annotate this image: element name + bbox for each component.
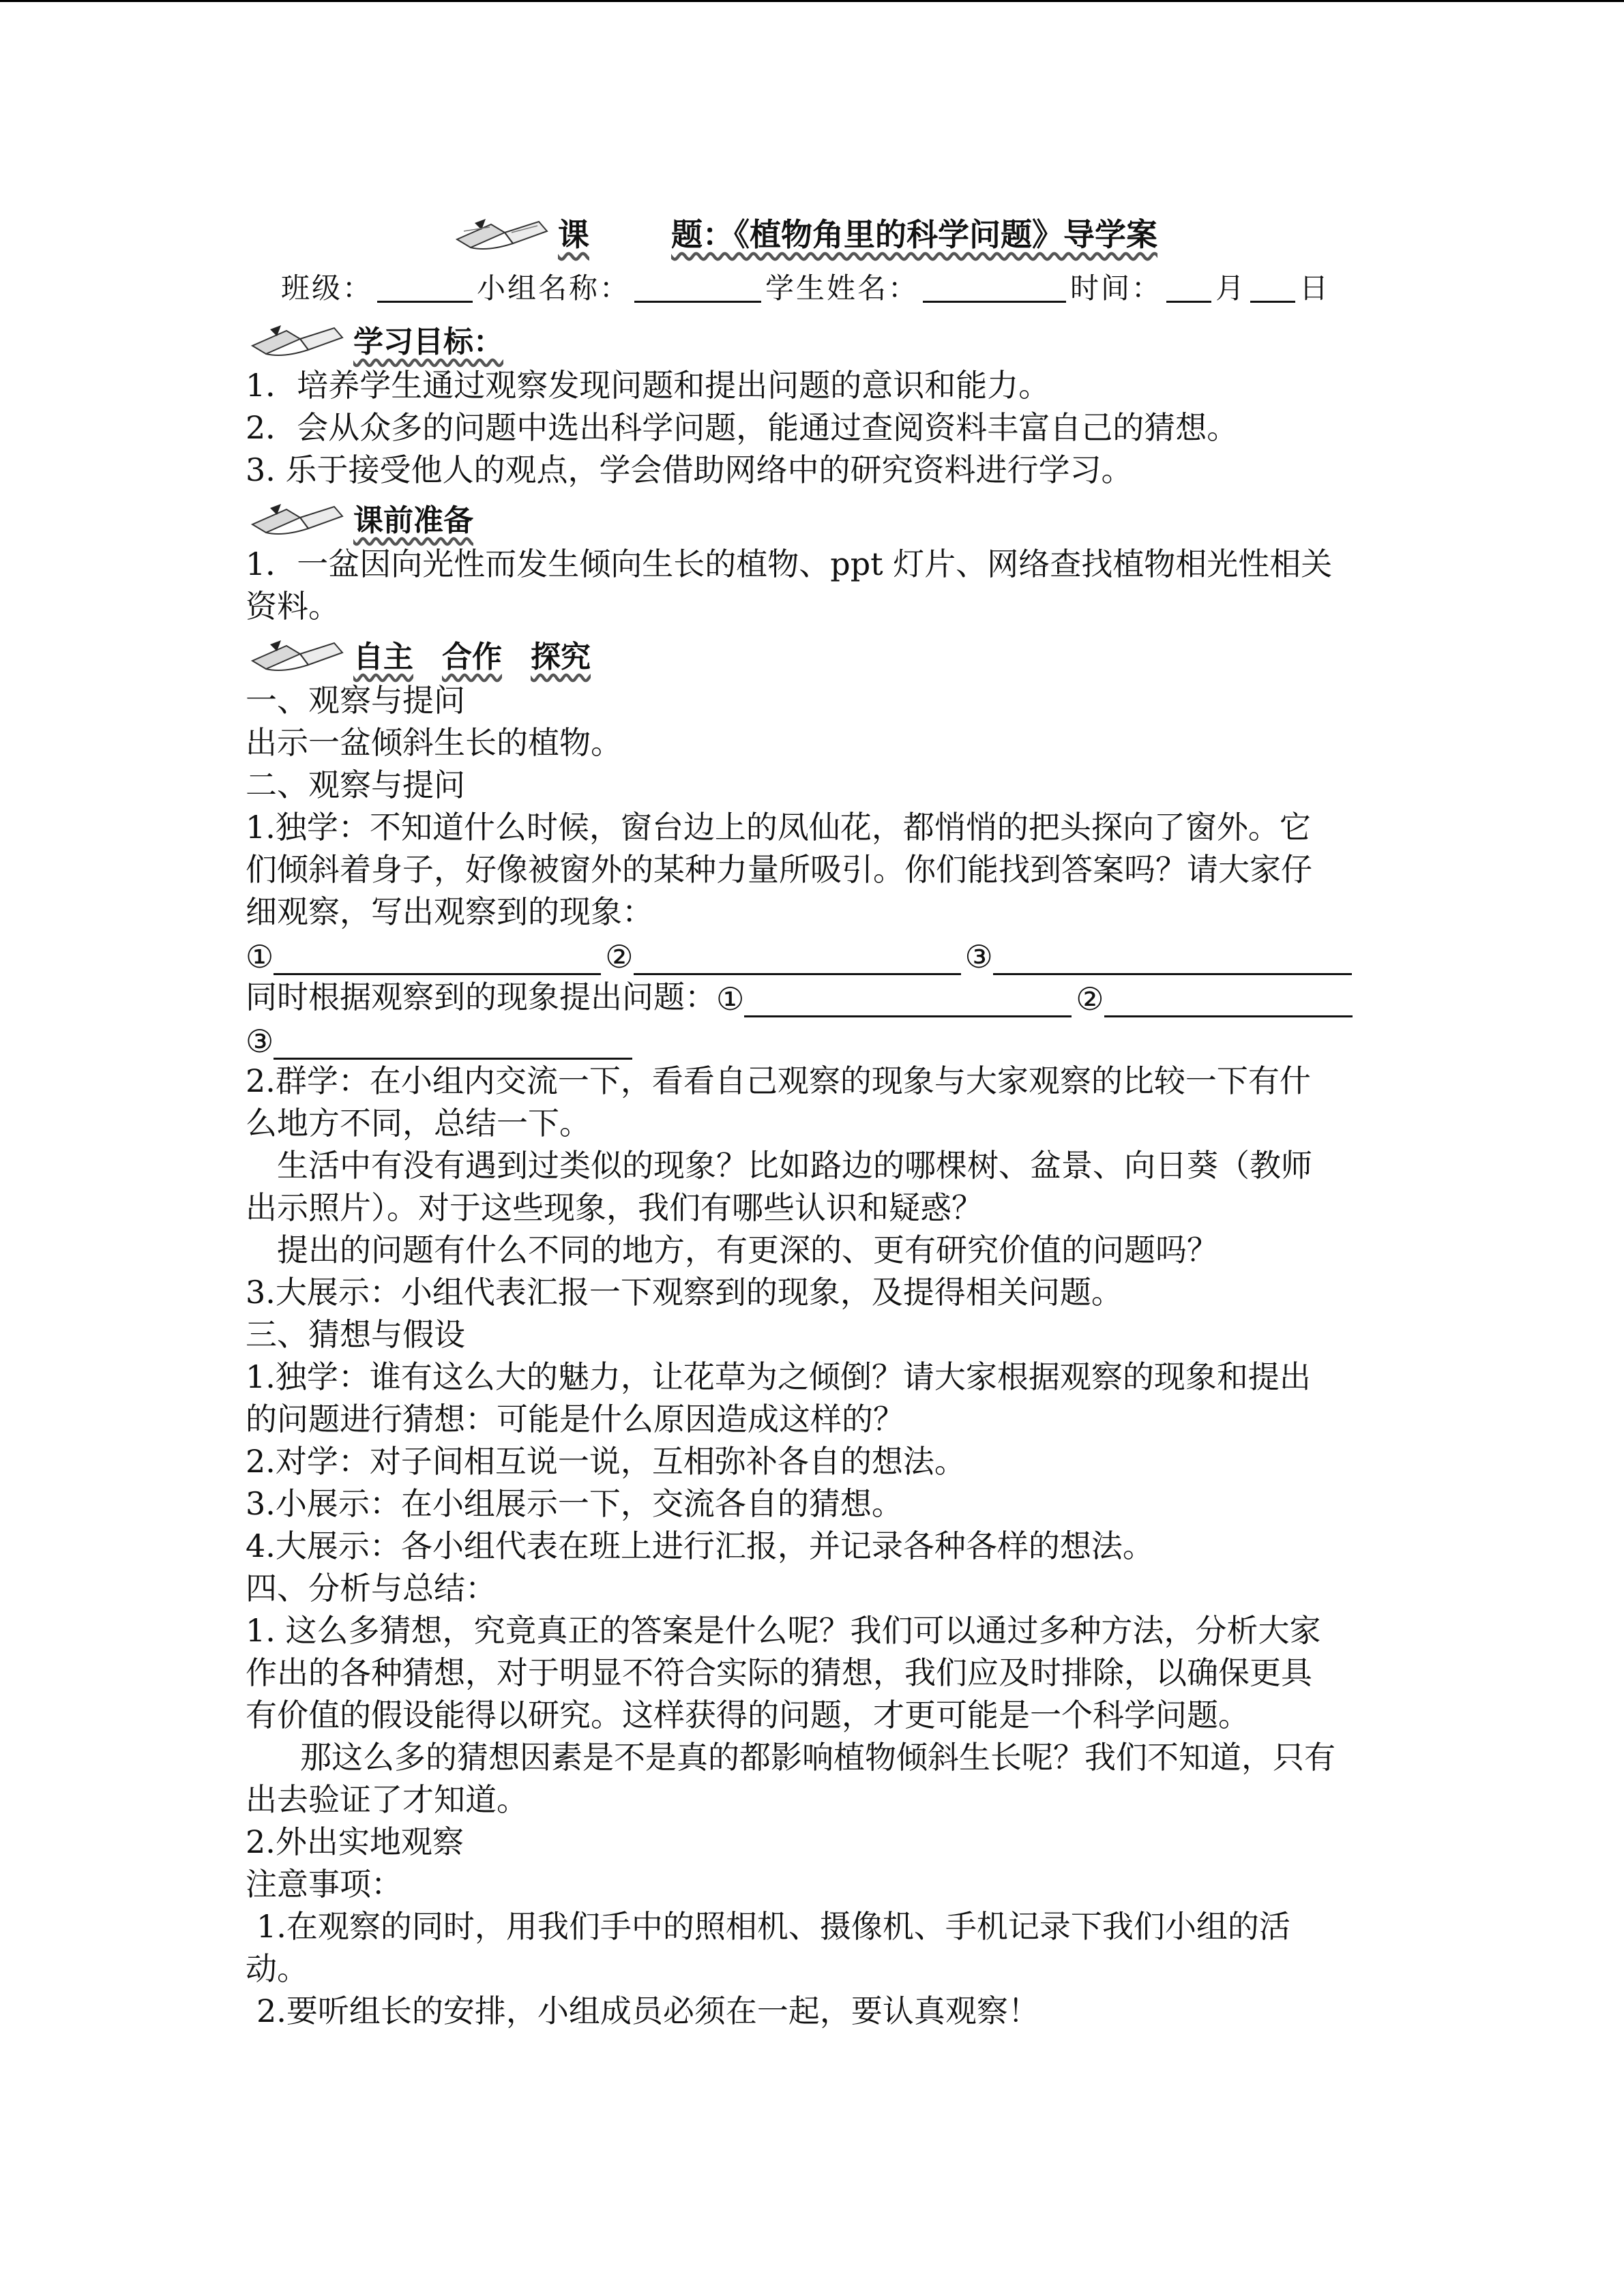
question-blanks-row-2 bbox=[246, 1017, 1385, 1060]
paragraph-line: 2.对学：对子间相互说一说，互相弥补各自的想法。 bbox=[246, 1443, 966, 1480]
title-row bbox=[450, 205, 1385, 260]
notes-title: 注意事项： bbox=[246, 1866, 402, 1903]
paragraph-line: 提出的问题有什么不同的地方，有更深的、更有研究价值的问题吗？ bbox=[277, 1232, 1218, 1268]
paragraph-line: 有价值的假设能得以研究。这样获得的问题，才更可能是一个科学问题。 bbox=[246, 1697, 1250, 1733]
goals-heading: 学习目标： bbox=[353, 325, 503, 359]
section-title: 三、猜想与假设 bbox=[246, 1316, 465, 1353]
goal-item: 1．培养学生通过观察发现问题和提出问题的意识和能力。 bbox=[246, 367, 1050, 404]
observation-blank[interactable] bbox=[634, 939, 961, 975]
paragraph-line: 生活中有没有遇到过类似的现象？比如路边的哪棵树、盆景、向日葵（教师 bbox=[277, 1147, 1312, 1184]
circled-number: ② bbox=[1076, 981, 1104, 1017]
goals-heading-row bbox=[246, 314, 1385, 364]
question-blank[interactable] bbox=[274, 1024, 632, 1060]
paragraph-line: 3.大展示：小组代表汇报一下观察到的现象，及提得相关问题。 bbox=[246, 1274, 1123, 1311]
circled-number: ① bbox=[246, 938, 274, 975]
section-title: 一、观察与提问 bbox=[246, 682, 465, 719]
paragraph-line: 2.外出实地观察 bbox=[246, 1823, 464, 1860]
section-title: 二、观察与提问 bbox=[246, 766, 465, 803]
note-line: 1.在观察的同时，用我们手中的照相机、摄像机、手机记录下我们小组的活 bbox=[256, 1908, 1290, 1945]
open-book-icon bbox=[246, 497, 348, 538]
note-line: 2.要听组长的安排，小组成员必须在一起，要认真观察！ bbox=[256, 1993, 1039, 2029]
class-blank[interactable] bbox=[377, 271, 473, 303]
observation-blanks-row bbox=[246, 933, 1385, 975]
paragraph-line: 么地方不同，总结一下。 bbox=[246, 1105, 591, 1142]
paragraph-line: 1.独学：谁有这么大的魅力，让花草为之倾倒？请大家根据观察的现象和提出 bbox=[246, 1358, 1311, 1395]
worksheet-page bbox=[246, 205, 1385, 2032]
class-label: 班级： bbox=[281, 271, 374, 305]
open-book-icon bbox=[450, 212, 552, 253]
student-info-row bbox=[281, 260, 1385, 312]
day-label: 日 bbox=[1299, 271, 1331, 305]
goal-item: 3. 乐于接受他人的观点，学会借助网络中的研究资料进行学习。 bbox=[246, 451, 1133, 488]
paragraph-line: 作出的各种猜想，对于明显不符合实际的猜想，我们应及时排除，以确保更具 bbox=[246, 1654, 1312, 1691]
paragraph-line: 的问题进行猜想：可能是什么原因造成这样的？ bbox=[246, 1401, 904, 1437]
section-title: 四、分析与总结： bbox=[246, 1570, 497, 1607]
paragraph-line: 1.独学：不知道什么时候，窗台边上的凤仙花，都悄悄的把头探向了窗外。它 bbox=[246, 809, 1311, 846]
paragraph-line: 出去验证了才知道。 bbox=[246, 1781, 528, 1818]
group-name-label: 小组名称： bbox=[477, 271, 631, 305]
prep-line: 资料。 bbox=[246, 588, 340, 625]
question-blank[interactable] bbox=[1104, 981, 1353, 1017]
explore-heading-row bbox=[246, 629, 1385, 679]
prep-line: 1．一盆因向光性而发生倾向生长的植物、ppt 灯片、网络查找植物相光性相关 bbox=[246, 546, 1333, 582]
paragraph-line: 3.小展示：在小组展示一下，交流各自的猜想。 bbox=[246, 1485, 903, 1522]
paragraph-line: 那这么多的猜想因素是不是真的都影响植物倾斜生长呢？我们不知道，只有 bbox=[300, 1739, 1335, 1776]
prep-heading: 课前准备 bbox=[353, 503, 473, 538]
question-blank[interactable] bbox=[744, 981, 1072, 1017]
open-book-icon bbox=[246, 633, 348, 674]
goal-item: 2．会从众多的问题中选出科学问题，能通过查阅资料丰富自己的猜想。 bbox=[246, 409, 1239, 446]
observation-blank[interactable] bbox=[993, 939, 1352, 975]
day-blank[interactable] bbox=[1250, 271, 1295, 303]
paragraph-line: 4.大展示：各小组代表在班上进行汇报，并记录各种各样的想法。 bbox=[246, 1527, 1154, 1564]
paragraph-line: 出示照片）。对于这些现象，我们有哪些认识和疑惑？ bbox=[246, 1189, 983, 1226]
circled-number: ② bbox=[605, 938, 634, 975]
student-name-label: 学生姓名： bbox=[765, 271, 919, 305]
page-top-edge bbox=[0, 0, 1624, 2]
question-blanks-row bbox=[246, 975, 1385, 1017]
paragraph-line: 1. 这么多猜想，究竟真正的答案是什么呢？我们可以通过多种方法，分析大家 bbox=[246, 1612, 1321, 1649]
paragraph-line: 出示一盆倾斜生长的植物。 bbox=[246, 724, 622, 761]
prep-heading-row bbox=[246, 492, 1385, 543]
student-name-blank[interactable] bbox=[923, 271, 1066, 303]
question-prompt: 同时根据观察到的现象提出问题： bbox=[246, 979, 716, 1015]
paragraph-line: 们倾斜着身子，好像被窗外的某种力量所吸引。你们能找到答案吗？请大家仔 bbox=[246, 851, 1312, 888]
time-label: 时间： bbox=[1070, 271, 1163, 305]
paragraph-line: 2.群学：在小组内交流一下，看看自己观察的现象与大家观察的比较一下有什 bbox=[246, 1062, 1311, 1099]
month-blank[interactable] bbox=[1166, 271, 1211, 303]
explore-heading: 自主 合作 探究 bbox=[353, 640, 591, 674]
observation-blank[interactable] bbox=[274, 939, 601, 975]
circled-number: ① bbox=[716, 981, 745, 1017]
page-title: 课 题：《植物角里的科学问题》导学案 bbox=[558, 216, 1157, 253]
paragraph-line: 细观察，写出观察到的现象： bbox=[246, 893, 653, 930]
group-name-blank[interactable] bbox=[634, 271, 761, 303]
month-label: 月 bbox=[1215, 271, 1247, 305]
circled-number: ③ bbox=[964, 938, 993, 975]
note-line: 动。 bbox=[246, 1950, 308, 1987]
circled-number: ③ bbox=[246, 1023, 274, 1060]
open-book-icon bbox=[246, 318, 348, 359]
